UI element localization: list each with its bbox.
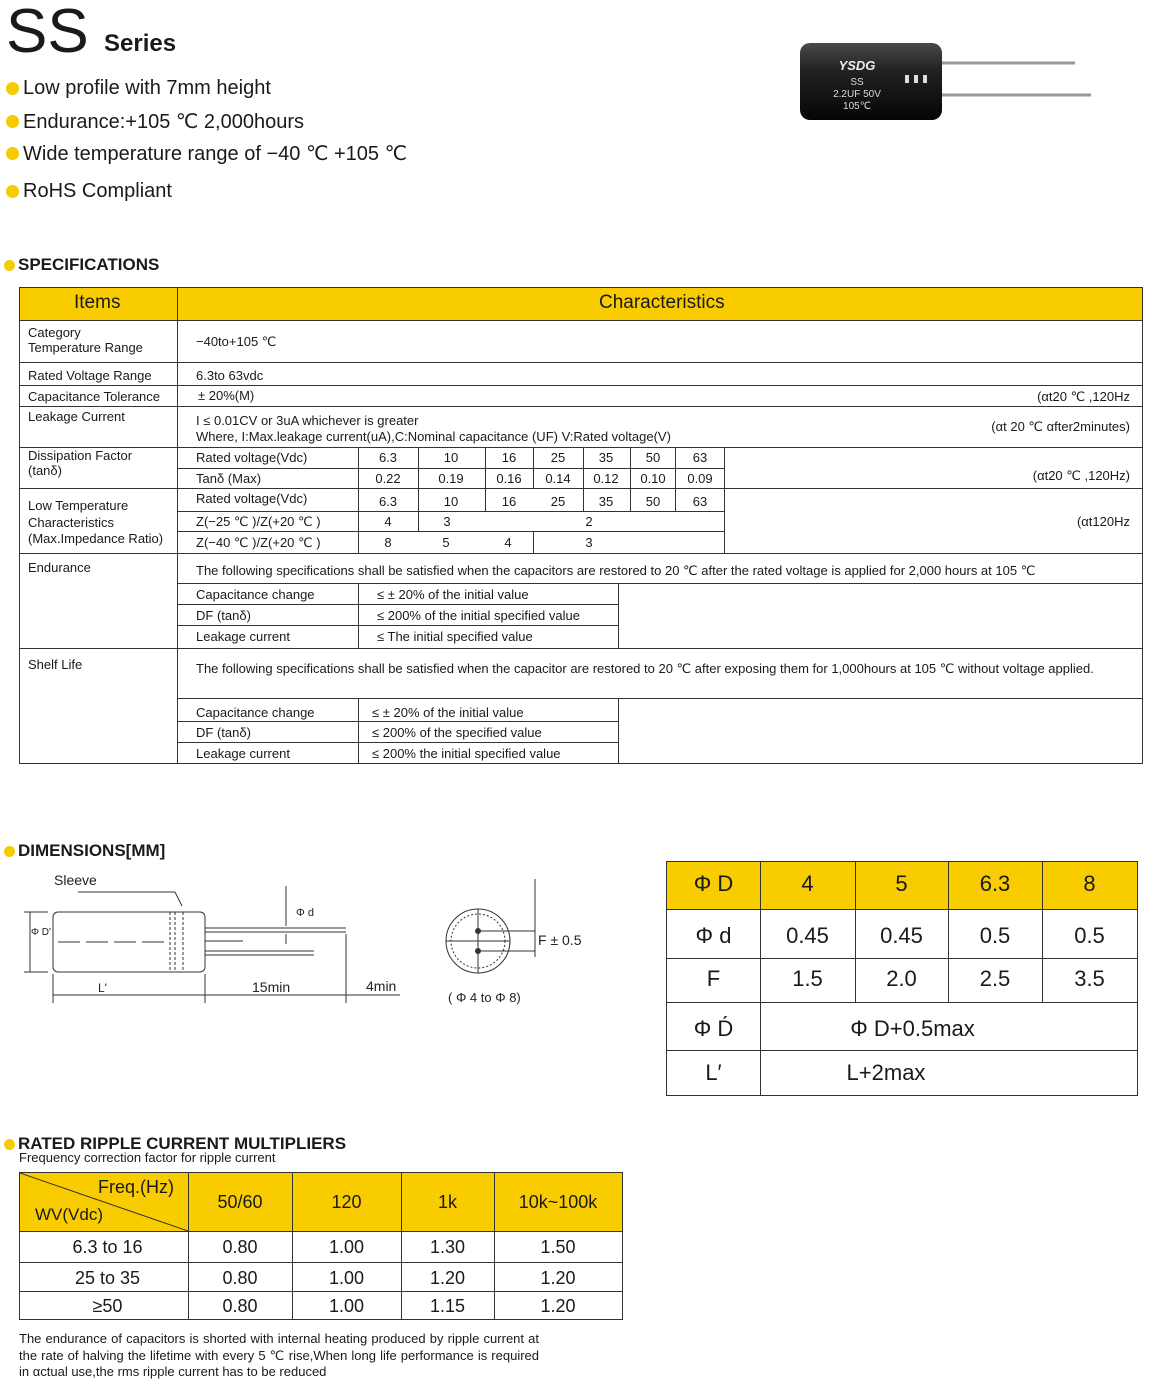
lt-z40-label: Z(−40 ℃ )/Z(+20 ℃ ) [196, 535, 321, 550]
lead-dot-icon [475, 948, 481, 954]
item-endurance: Endurance [28, 560, 91, 575]
shelf-row-key: Leakage current [196, 746, 290, 761]
item-rated-voltage: Rated Voltage Range [28, 368, 152, 383]
note-low-temperature: (αt120Hz [1076, 514, 1130, 529]
F-label: F ± 0.5 [538, 932, 582, 948]
dims-cell-header: 4 [801, 871, 814, 896]
capacitor-label: 2.2UF 50V [833, 89, 881, 100]
dims-cell-header: 5 [895, 871, 908, 896]
series-label: Series [104, 30, 177, 57]
col-items: Items [74, 292, 121, 313]
corner-freq-label: Freq.(Hz) [98, 1177, 174, 1197]
ripple-subheading: Frequency correction factor for ripple current [19, 1150, 276, 1165]
feature-item: RoHS Compliant [6, 180, 172, 203]
lead-length-label: 15min [252, 979, 291, 995]
capacitor-label: 105℃ [843, 101, 871, 112]
note-capacitance-tolerance: (αt20 ℃ ,120Hz [1037, 389, 1130, 404]
col-characteristics: Characteristics [599, 292, 725, 313]
df-tan-cell: 0.14 [545, 471, 571, 486]
lt-voltage-cell: 63 [692, 494, 708, 509]
specifications-heading: SPECIFICATIONS [4, 255, 159, 275]
series-name: SS [6, 0, 89, 66]
endurance-row-key: Capacitance change [196, 587, 315, 602]
shelf-row-value: ≤ 200% the initial specified value [372, 746, 561, 761]
endurance-row-key: Leakage current [196, 629, 290, 644]
bullet-icon [6, 185, 19, 198]
feature-item: Wide temperature range of −40 ℃ +105 ℃ [6, 141, 407, 166]
phi-D-label: Φ D' [31, 927, 51, 938]
side-view-drawing [18, 868, 408, 1008]
lt-voltage-cell: 50 [645, 494, 661, 509]
ripple-value-cell: 1.00 [328, 1268, 365, 1288]
ripple-freq-header: 50/60 [217, 1192, 263, 1212]
value-rated-voltage: 6.3to 63vdc [196, 368, 264, 383]
ripple-value-cell: 1.15 [429, 1296, 466, 1316]
lt-voltage-label: Rated voltage(Vdc) [196, 491, 308, 506]
lt-z25-cell: 3 [443, 514, 451, 529]
dims-cell-phi-D-prime: Φ D+0.5max [850, 1016, 975, 1041]
dims-cell-L-prime: L+2max [846, 1060, 926, 1085]
ripple-heading: RATED RIPPLE CURRENT MULTIPLIERS [4, 1134, 346, 1154]
endurance-row-value: ≤ ± 20% of the initial value [377, 587, 529, 602]
lt-z40-cell: 3 [585, 535, 593, 550]
lt-z25-cell: 4 [384, 514, 392, 529]
shelf-row-key: DF (tanδ) [196, 725, 251, 740]
dimensions-heading: DIMENSIONS[MM] [4, 841, 165, 861]
dims-cell-F: 2.5 [979, 966, 1011, 991]
note-dissipation: (αt20 ℃ ,120Hz) [1032, 468, 1130, 483]
df-tan-cell: 0.12 [593, 471, 619, 486]
ripple-value-cell: 0.80 [222, 1237, 258, 1257]
endurance-row-key: DF (tanδ) [196, 608, 251, 623]
dims-cell-header: Φ D [693, 871, 734, 896]
df-voltage-cell: 25 [550, 450, 566, 465]
item-capacitance-tolerance: Capacitance Tolerance [28, 389, 161, 404]
dims-cell-phi-d: 0.45 [786, 923, 829, 948]
endurance-row-value: ≤ 200% of the initial specified value [377, 608, 580, 623]
ripple-wv-cell: 6.3 to 16 [72, 1237, 143, 1257]
lt-z25-label: Z(−25 ℃ )/Z(+20 ℃ ) [196, 514, 321, 529]
ripple-value-cell: 0.80 [222, 1296, 258, 1316]
dims-cell-header: 8 [1083, 871, 1096, 896]
df-tan-cell: 0.16 [496, 471, 522, 486]
dims-cell-header: 6.3 [979, 871, 1011, 896]
item-leakage-current: Leakage Current [28, 409, 125, 424]
bullet-icon [4, 260, 15, 271]
ripple-wv-cell: 25 to 35 [74, 1268, 141, 1288]
lt-z25-cell: 2 [585, 514, 593, 529]
dims-cell-F: 2.0 [886, 966, 917, 991]
ripple-wv-cell: ≥50 [92, 1296, 123, 1316]
df-tan-cell: 0.19 [438, 471, 464, 486]
specifications-table [19, 287, 1143, 764]
ripple-table [19, 1172, 623, 1320]
bullet-icon [6, 147, 19, 160]
value-category-temperature: −40to+105 ℃ [196, 334, 277, 349]
df-voltage-cell: 63 [692, 450, 708, 465]
shelf-text: The following specifications shall be satisfied when the capacitor are restored to 20 ℃ after exposing them for 1,000hours at 105 ℃ without voltage applied. [196, 661, 1094, 676]
df-voltage-cell: 35 [598, 450, 614, 465]
lt-z40-cell: 8 [384, 535, 392, 550]
ripple-value-cell: 1.30 [429, 1237, 466, 1257]
ripple-value-cell: 1.50 [540, 1237, 576, 1257]
sleeve-label: Sleeve [54, 872, 97, 888]
dims-cell-phi-d: Φ d [695, 923, 732, 948]
df-tan-cell: 0.22 [375, 471, 401, 486]
endurance-text: The following specifications shall be satisfied when the capacitors are restored to 20 ℃ after the rated voltage is applied for 2,000 hours at 105 ℃ [196, 563, 1036, 578]
lt-z40-cell: 5 [442, 535, 450, 550]
capacitor-image [795, 38, 1100, 123]
df-voltage-cell: 6.3 [378, 450, 398, 465]
endurance-row-value: ≤ The initial specified value [377, 629, 533, 644]
df-voltage-cell: 50 [645, 450, 661, 465]
shelf-row-key: Capacitance change [196, 705, 315, 720]
corner-wv-label: WV(Vdc) [35, 1205, 103, 1224]
item-shelf-life: Shelf Life [28, 657, 83, 672]
dims-cell-phi-D-prime: Φ D́ [693, 1016, 734, 1041]
df-tan-label: Tanδ (Max) [196, 471, 262, 486]
value-leakage-line2: Where, I:Max.leakage current(uA),C:Nominal capacitance (UF) V:Rated voltage(V) [196, 429, 671, 444]
lt-voltage-cell: 16 [501, 494, 517, 509]
range-label: ( Φ 4 to Φ 8) [448, 990, 521, 1005]
df-voltage-cell: 10 [443, 450, 459, 465]
item-category-temperature: Category Temperature Range [28, 325, 143, 355]
df-voltage-label: Rated voltage(Vdc) [196, 450, 308, 465]
feature-item: Low profile with 7mm height [6, 77, 271, 100]
ripple-value-cell: 1.00 [328, 1296, 365, 1316]
tail-length-label: 4min [366, 978, 397, 994]
dims-cell-F: 3.5 [1074, 966, 1105, 991]
dimensions-table [666, 861, 1138, 1096]
ripple-value-cell: 1.20 [540, 1268, 576, 1288]
lt-voltage-cell: 25 [550, 494, 566, 509]
bullet-icon [4, 846, 15, 857]
shelf-row-value: ≤ ± 20% of the initial value [372, 705, 524, 720]
ripple-value-cell: 0.80 [222, 1268, 258, 1288]
df-tan-cell: 0.09 [687, 471, 713, 486]
df-tan-cell: 0.10 [640, 471, 666, 486]
capacitor-label: SS [850, 77, 864, 88]
ripple-note: The endurance of capacitors is shorted with internal heating produced by ripple current at the rate of halving the lifetime with every 5 ℃ rise,When long life performance is required in αctual use,the rms ripple current has to be reduced [19, 1331, 539, 1379]
dims-cell-F: 1.5 [792, 966, 823, 991]
capacitor-brand: YSDG [838, 58, 876, 73]
df-voltage-cell: 16 [501, 450, 517, 465]
bullet-icon [6, 115, 19, 128]
dims-cell-phi-d: 0.5 [979, 923, 1011, 948]
ripple-freq-header: 120 [331, 1192, 362, 1212]
value-leakage-line1: I ≤ 0.01CV or 3uA whichever is greater [196, 413, 419, 428]
dims-cell-phi-d: 0.5 [1074, 923, 1105, 948]
item-dissipation-factor: Dissipation Factor (tanδ) [28, 448, 133, 478]
ripple-value-cell: 1.20 [540, 1296, 576, 1316]
ripple-freq-header: 10k~100k [518, 1192, 598, 1212]
note-leakage: (αt 20 ℃ αfter2minutes) [991, 419, 1130, 434]
ripple-value-cell: 1.00 [328, 1237, 365, 1257]
shelf-row-value: ≤ 200% of the specified value [372, 725, 542, 740]
phi-d-small-label: Φ d [296, 907, 314, 919]
feature-item: Endurance:+105 ℃ 2,000hours [6, 109, 304, 134]
value-capacitance-tolerance: ± 20%(M) [198, 388, 255, 403]
item-low-temperature: Low Temperature Characteristics (Max.Impedance Ratio) [28, 498, 164, 546]
L-label: L' [98, 981, 107, 995]
dims-cell-F: F [706, 966, 721, 991]
end-view-drawing [438, 875, 598, 1010]
ripple-freq-header: 1k [437, 1192, 457, 1212]
dims-cell-phi-d: 0.45 [880, 923, 923, 948]
lt-voltage-cell: 35 [598, 494, 614, 509]
ripple-value-cell: 1.20 [429, 1268, 466, 1288]
lt-voltage-cell: 6.3 [378, 494, 398, 509]
dims-cell-L-prime: L′ [705, 1060, 722, 1085]
lead-dot-icon [475, 928, 481, 934]
bullet-icon [4, 1139, 15, 1150]
lt-voltage-cell: 10 [443, 494, 459, 509]
bullet-icon [6, 82, 19, 95]
lt-z40-cell: 4 [504, 535, 512, 550]
spec-header-row [20, 288, 1142, 320]
